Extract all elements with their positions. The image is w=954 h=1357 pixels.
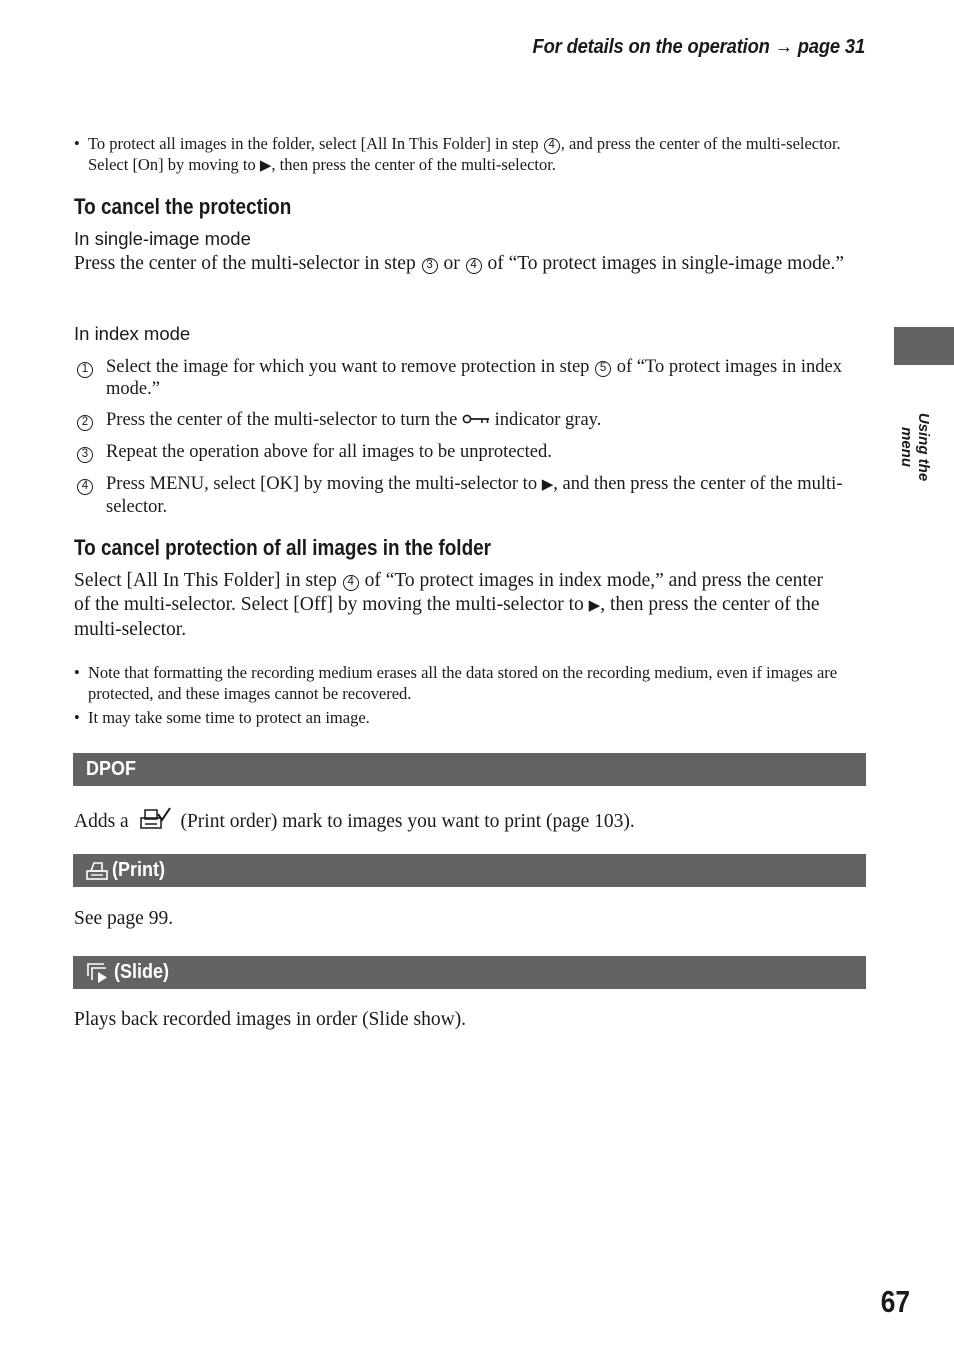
step-number-circle: 2 xyxy=(77,415,93,431)
page-number: 67 xyxy=(880,1284,910,1319)
note-time: • It may take some time to protect an image. xyxy=(74,708,370,727)
printer-icon xyxy=(86,861,108,881)
note-format: • Note that formatting the recording medium erases all the data stored on the recording medium, even if images are protected, and these images cannot be recovered. xyxy=(74,663,838,703)
print-title: (Print) xyxy=(112,859,166,881)
slide-section-bar xyxy=(73,956,866,989)
side-chapter-label: Using the menu xyxy=(898,412,932,482)
side-chapter-tab xyxy=(894,327,954,365)
cancel-all-instruction: Select [All In This Folder] in step 4 of “To protect images in index mode,” and press the center of the multi-selector. Select [Off] by moving the multi-selector to ▶, then press the center of the multi-selector. xyxy=(74,570,823,640)
index-step-3: 3 Repeat the operation above for all images to be unprotected. xyxy=(76,441,866,463)
step-number-circle: 4 xyxy=(77,479,93,495)
index-step-1: 1 Select the image for which you want to remove protection in step 5 of “To protect images in index mode.” xyxy=(76,356,866,400)
section-heading-cancel-protection: To cancel the protection xyxy=(74,194,292,219)
slide-title: (Slide) xyxy=(114,961,170,983)
key-icon xyxy=(462,412,490,426)
section-heading-cancel-all: To cancel protection of all images in the folder xyxy=(74,535,492,560)
subheading-index-mode: In index mode xyxy=(74,323,191,344)
protect-folder-note: • To protect all images in the folder, select [All In This Folder] in step 4 , and press the center of the multi-selector. Select [On] by moving to ▶, then press the center of the multi-selector. xyxy=(74,134,841,174)
subheading-single-image-mode: In single-image mode xyxy=(74,228,251,249)
single-mode-instruction: Press the center of the multi-selector in step 3 or 4 of “To protect images in single-image mode.” xyxy=(74,253,845,274)
right-arrow-icon: ▶ xyxy=(259,158,272,174)
print-description: See page 99. xyxy=(74,908,174,929)
step-number-circle: 4 xyxy=(466,258,482,274)
header-page-reference: For details on the operation → page 31 xyxy=(532,36,865,58)
step-number-circle: 1 xyxy=(77,362,93,378)
right-arrow-icon: ▶ xyxy=(541,477,554,493)
print-order-icon xyxy=(138,806,172,832)
dpof-title: DPOF xyxy=(86,758,137,780)
step-number-circle: 4 xyxy=(544,138,560,154)
index-step-2: 2 Press the center of the multi-selector to turn the indicator gray. xyxy=(76,409,866,431)
index-step-4: 4 Press MENU, select [OK] by moving the multi-selector to ▶, and then press the center of the multi-selector. xyxy=(76,473,866,518)
bullet: • xyxy=(74,134,80,153)
dpof-description: Adds a (Print order) mark to images you want to print (page 103). xyxy=(74,806,864,834)
slideshow-icon xyxy=(86,962,110,984)
step-number-circle: 3 xyxy=(422,258,438,274)
right-arrow-icon: ▶ xyxy=(588,597,601,614)
step-number-circle: 3 xyxy=(77,447,93,463)
dpof-section-bar xyxy=(73,753,866,786)
print-section-bar xyxy=(73,854,866,887)
slide-description: Plays back recorded images in order (Slide show). xyxy=(74,1009,467,1030)
step-number-circle: 4 xyxy=(343,575,359,591)
step-number-circle: 5 xyxy=(595,361,611,377)
